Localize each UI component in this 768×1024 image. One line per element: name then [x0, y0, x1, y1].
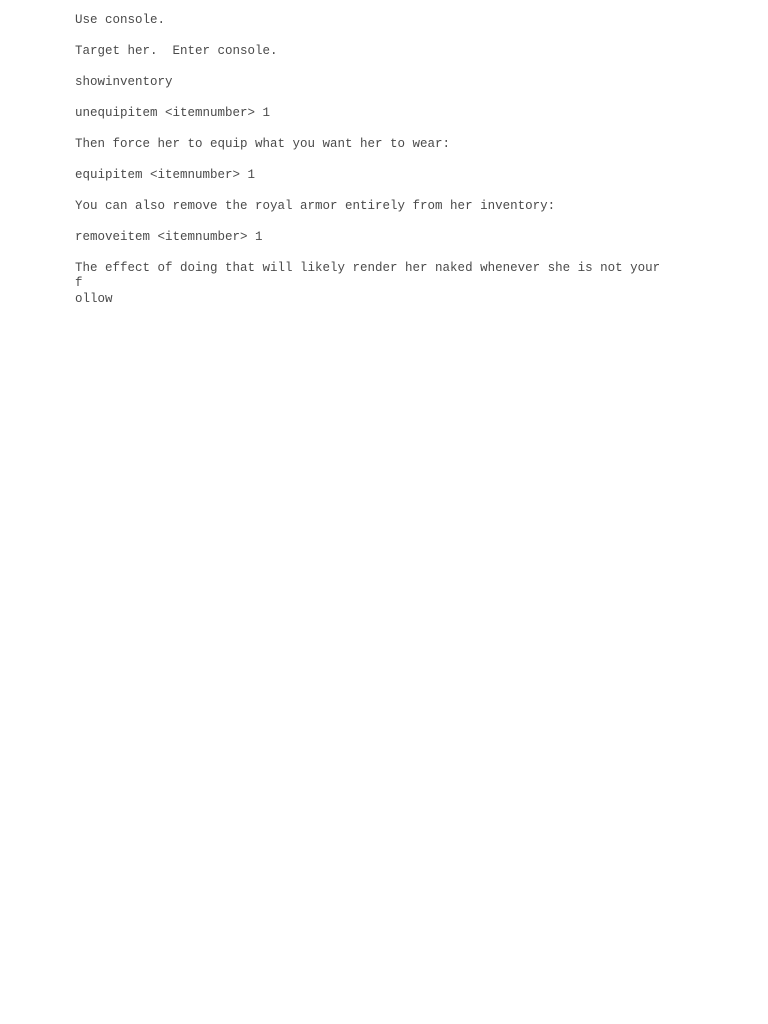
text-line-effect: The effect of doing that will likely render her naked whenever she is not your f ollow: [75, 261, 661, 306]
text-line-force-equip: Then force her to equip what you want her to wear:: [75, 137, 451, 151]
command-removeitem: removeitem <itemnumber> 1: [75, 230, 263, 244]
text-line-remove-armor: You can also remove the royal armor entirely from her inventory:: [75, 199, 556, 213]
command-showinventory: showinventory: [75, 75, 173, 89]
text-line-target-her: Target her. Enter console.: [75, 44, 278, 58]
command-unequipitem: unequipitem <itemnumber> 1: [75, 106, 271, 120]
text-line-use-console: Use console.: [75, 13, 166, 27]
command-equipitem: equipitem <itemnumber> 1: [75, 168, 256, 182]
